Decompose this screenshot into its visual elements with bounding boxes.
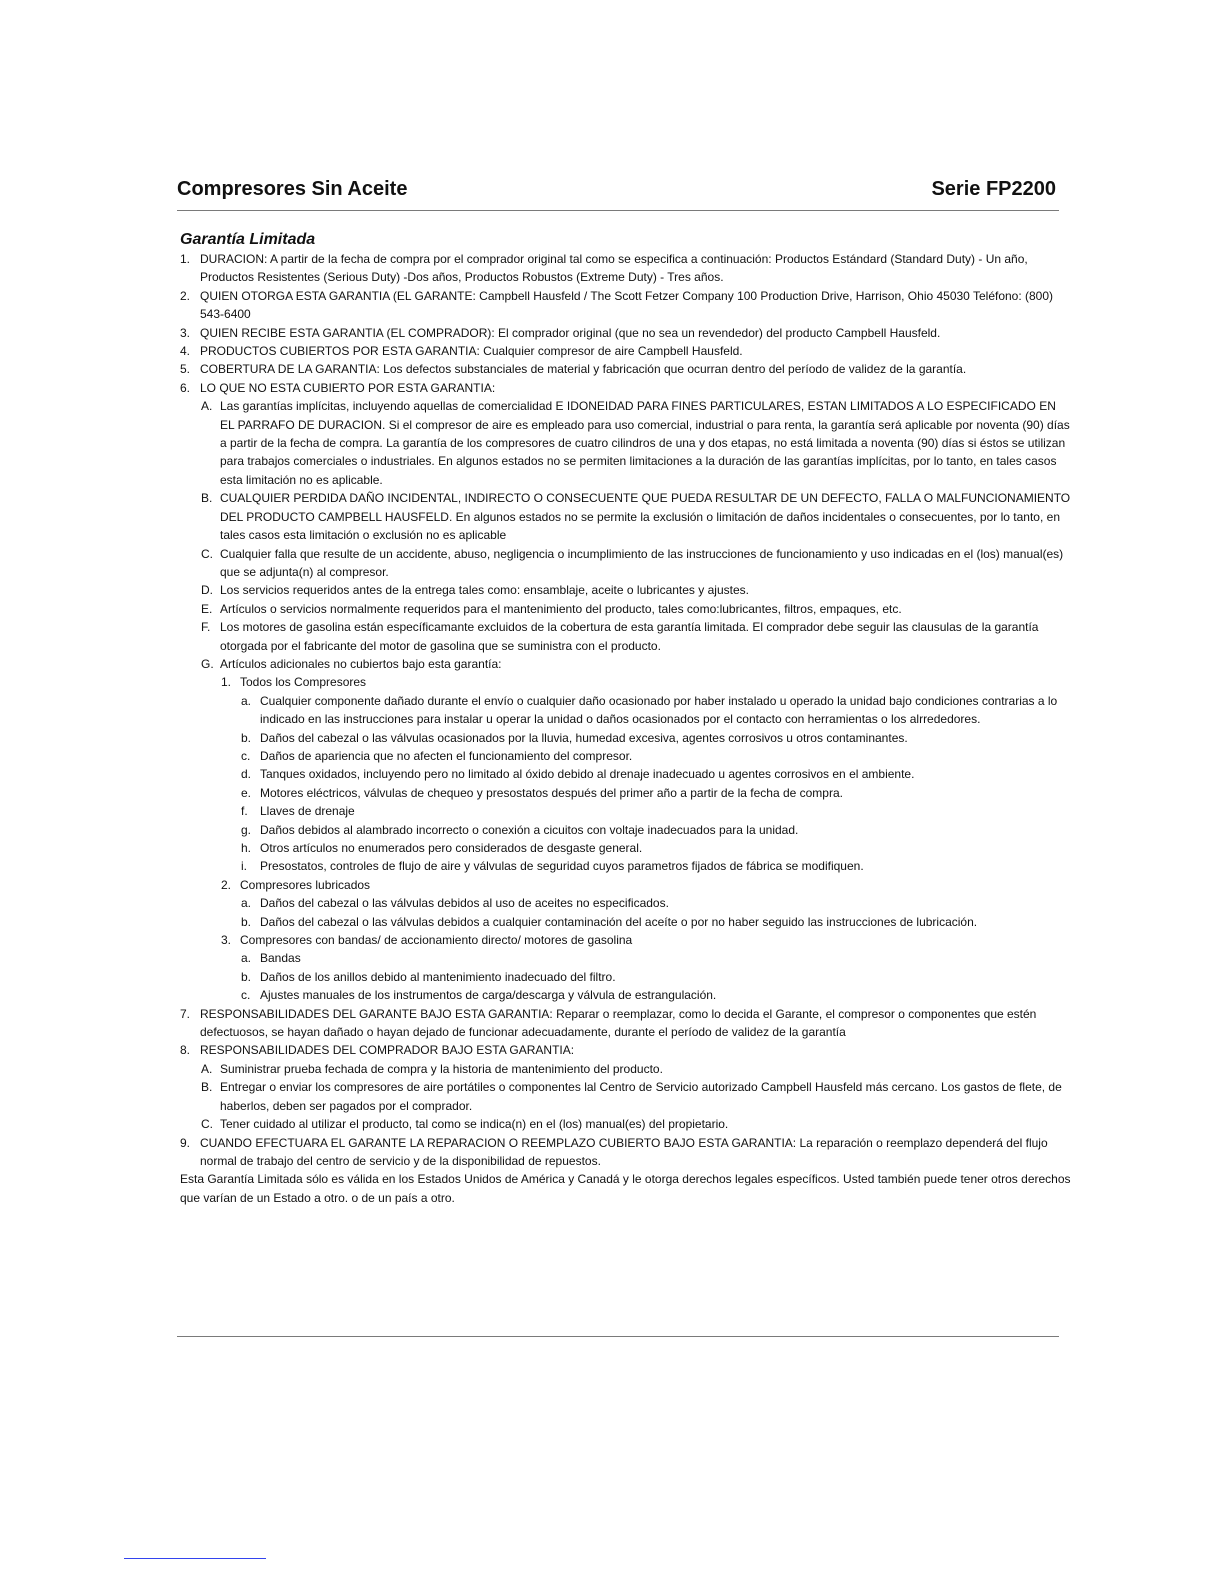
closing-paragraph: Esta Garantía Limitada sólo es válida en los Estados Unidos de América y Canadá y le otorga derechos legales específicos. Usted también puede tener otros derechos que varían de un Estado a otro. o de un país a otro. (180, 1172, 1071, 1205)
item-letter: C. (201, 1117, 213, 1132)
warranty-body (180, 250, 1072, 1207)
item-text: Ajustes manuales de los instrumentos de carga/descarga y válvula de estrangulación. (260, 988, 717, 1003)
item-text: DURACION: A partir de la fecha de compra por el comprador original tal como se especifica a continuación: Productos Estándard (Standard Duty) - Un año, Productos Resistentes (Serious Duty) -Dos años, Productos Robustos (Extreme Duty) - Tres años. (200, 252, 1028, 285)
item-letter: a. (241, 951, 252, 966)
warranty-item-3 (180, 324, 1072, 342)
item-text: Tener cuidado al utilizar el producto, tal como se indica(n) en el (los) manual(es) del propietario. (220, 1117, 729, 1132)
warranty-item-2 (180, 287, 1072, 324)
exclusion-g (180, 655, 1072, 673)
item-text: Los motores de gasolina están específicamante excluidos de la cobertura de esta garantía limitada. El comprador debe seguir las clausulas de la garantía otorgada por el fabricante del motor de gasolina que se suministra con el producto. (220, 620, 1039, 653)
item-letter: G. (201, 656, 214, 671)
exclusion-group-1-h (180, 839, 1072, 857)
item-letter: B. (201, 1080, 213, 1095)
buyer-responsibility-b (180, 1078, 1072, 1115)
corner-accent-line (124, 1558, 266, 1559)
item-letter: i. (241, 859, 247, 874)
item-text: Todos los Compresores (240, 675, 367, 690)
header-series-title: Serie FP2200 (931, 178, 1056, 200)
exclusion-group-3-c (180, 986, 1072, 1004)
exclusion-a (180, 397, 1072, 489)
item-text: Daños del cabezal o las válvulas debidos al uso de aceites no especificados. (260, 896, 669, 911)
item-text: RESPONSABILIDADES DEL COMPRADOR BAJO ESTA GARANTIA: (200, 1043, 575, 1058)
exclusion-group-2 (180, 876, 1072, 894)
item-text: Daños de los anillos debido al mantenimiento inadecuado del filtro. (260, 969, 616, 984)
header-product-title: Compresores Sin Aceite (177, 178, 408, 200)
buyer-responsibility-a (180, 1060, 1072, 1078)
item-text: Compresores con bandas/ de accionamiento directo/ motores de gasolina (240, 933, 633, 948)
item-letter: A. (201, 399, 213, 414)
item-letter: b. (241, 969, 252, 984)
item-number: 8. (180, 1043, 191, 1058)
footer-divider (177, 1336, 1059, 1337)
exclusion-group-1 (180, 673, 1072, 691)
item-text: Los servicios requeridos antes de la entrega tales como: ensamblaje, aceite o lubricantes y ajustes. (220, 583, 749, 598)
item-number: 3. (221, 933, 232, 948)
item-text: Daños debidos al alambrado incorrecto o conexión a cicuitos con voltaje inadecuados para la unidad. (260, 822, 799, 837)
item-text: Cualquier falla que resulte de un accidente, abuso, negligencia o incumplimiento de las instrucciones de funcionamiento y uso indicadas en el (los) manual(es) que se adjunta(n) al compresor. (220, 546, 1064, 579)
exclusion-e (180, 600, 1072, 618)
warranty-item-5 (180, 360, 1072, 378)
item-number: 9. (180, 1135, 191, 1150)
item-text: Daños del cabezal o las válvulas debidos a cualquier contaminación del aceíte o por no haber seguido las instrucciones de lubricación. (260, 914, 978, 929)
item-number: 5. (180, 362, 191, 377)
page-header (177, 176, 1059, 211)
exclusion-group-2-a (180, 894, 1072, 912)
item-text: Tanques oxidados, incluyendo pero no limitado al óxido debido al drenaje inadecuado u agentes corrosivos en el ambiente. (260, 767, 915, 782)
item-number: 3. (180, 325, 191, 340)
item-letter: b. (241, 914, 252, 929)
exclusion-group-1-b (180, 729, 1072, 747)
item-letter: e. (241, 785, 252, 800)
item-letter: a. (241, 896, 252, 911)
exclusion-group-1-i (180, 857, 1072, 875)
item-text: Entregar o enviar los compresores de aire portátiles o componentes lal Centro de Servicio autorizado Campbell Hausfeld más cercano. Los gastos de flete, de haberlos, deben ser pagados por el comprador. (220, 1080, 1062, 1113)
exclusion-f (180, 618, 1072, 655)
item-text: QUIEN OTORGA ESTA GARANTIA (EL GARANTE: Campbell Hausfeld / The Scott Fetzer Company 100 Production Drive, Harrison, Ohio 45030 Teléfono: (800) 543-6400 (200, 288, 1054, 322)
warranty-item-6 (180, 379, 1072, 397)
item-text: Compresores lubricados (240, 877, 371, 892)
item-text: Artículos adicionales no cubiertos bajo esta garantía: (220, 656, 502, 671)
exclusion-group-1-e (180, 784, 1072, 802)
exclusion-d (180, 581, 1072, 599)
item-text: Cualquier componente dañado durante el envío o cualquier daño ocasionado por haber instalado u operado la unidad bajo condiciones contrarias a lo indicado en las instrucciones para instalar u operar la unidad o daños ocasionados por el contacto con herramientas o los alrrededores. (260, 693, 1058, 727)
item-letter: D. (201, 583, 213, 598)
item-text: Suministrar prueba fechada de compra y la historia de mantenimiento del producto. (220, 1061, 663, 1076)
item-number: 1. (221, 675, 232, 690)
exclusion-group-3-b (180, 968, 1072, 986)
item-text: CUANDO EFECTUARA EL GARANTE LA REPARACION O REEMPLAZO CUBIERTO BAJO ESTA GARANTIA: La reparación o reemplazo dependerá del flujo normal de trabajo del centro de servicio y de la disponibilidad de repuestos. (200, 1135, 1048, 1168)
item-text: Motores eléctricos, válvulas de chequeo y presostatos después del primer año a partir de la fecha de compra. (260, 785, 843, 800)
item-letter: b. (241, 730, 252, 745)
item-text: LO QUE NO ESTA CUBIERTO POR ESTA GARANTIA: (200, 380, 496, 395)
item-text: Bandas (260, 951, 301, 966)
warranty-item-4 (180, 342, 1072, 360)
item-letter: E. (201, 601, 213, 616)
exclusion-group-3-a (180, 949, 1072, 967)
buyer-responsibility-c (180, 1115, 1072, 1133)
item-letter: B. (201, 491, 213, 506)
warranty-item-8 (180, 1041, 1072, 1059)
exclusion-group-2-b (180, 913, 1072, 931)
exclusion-group-1-a (180, 692, 1072, 729)
item-text: RESPONSABILIDADES DEL GARANTE BAJO ESTA GARANTIA: Reparar o reemplazar, como lo decida el Garante, el compresor o componentes que estén defectuosos, se hayan dañado o hayan dejado de funcionar adecuadamente, durante el período de validez de la garantía (200, 1006, 1037, 1040)
item-number: 7. (180, 1006, 191, 1021)
exclusion-b (180, 489, 1072, 544)
exclusion-group-1-c (180, 747, 1072, 765)
exclusion-group-1-f (180, 802, 1072, 820)
warranty-item-1 (180, 250, 1072, 287)
item-text: Llaves de drenaje (260, 804, 355, 819)
item-text: Daños del cabezal o las válvulas ocasionados por la lluvia, humedad excesiva, agentes corrosivos u otros contaminantes. (260, 730, 908, 745)
exclusion-group-1-g (180, 821, 1072, 839)
item-letter: F. (201, 620, 211, 635)
item-letter: c. (241, 988, 251, 1003)
item-letter: d. (241, 767, 252, 782)
exclusion-group-1-d (180, 765, 1072, 783)
item-number: 4. (180, 344, 191, 359)
item-number: 1. (180, 252, 191, 266)
item-text: Daños de apariencia que no afecten el funcionamiento del compresor. (260, 748, 633, 763)
item-letter: A. (201, 1061, 213, 1076)
item-number: 2. (221, 877, 232, 892)
item-letter: C. (201, 546, 213, 561)
item-letter: g. (241, 822, 252, 837)
item-number: 6. (180, 380, 191, 395)
item-letter: h. (241, 841, 252, 855)
item-text: Presostatos, controles de flujo de aire y válvulas de seguridad cuyos parametros fijados de fábrica se modifiquen. (260, 859, 864, 874)
warranty-item-7 (180, 1005, 1072, 1042)
item-text: CUALQUIER PERDIDA DAÑO INCIDENTAL, INDIRECTO O CONSECUENTE QUE PUEDA RESULTAR DE UN DEFECTO, FALLA O MALFUNCIONAMIENTO DEL PRODUCTO CAMPBELL HAUSFELD. En algunos estados no se permite la exclusión o limitación de daños incidentales o consecuentes, por lo tanto, en tales casos esta limitación o exclusión no es aplicable (220, 491, 1071, 543)
item-text: Otros artículos no enumerados pero considerados de desgaste general. (260, 841, 643, 855)
exclusion-c (180, 545, 1072, 582)
exclusion-group-3 (180, 931, 1072, 949)
item-text: COBERTURA DE LA GARANTIA: Los defectos substanciales de material y fabricación que ocurran dentro del período de validez de la garantía. (200, 362, 967, 377)
section-title: Garantía Limitada (180, 231, 316, 248)
item-text: PRODUCTOS CUBIERTOS POR ESTA GARANTIA: Cualquier compresor de aire Campbell Hausfeld. (200, 344, 743, 359)
item-text: Artículos o servicios normalmente requeridos para el mantenimiento del producto, tales como:lubricantes, filtros, empaques, etc. (220, 601, 902, 616)
item-letter: c. (241, 748, 251, 763)
item-number: 2. (180, 288, 191, 303)
item-letter: f. (241, 804, 248, 819)
item-text: Las garantías implícitas, incluyendo aquellas de comercialidad E IDONEIDAD PARA FINES PARTICULARES, ESTAN LIMITADOS A LO ESPECIFICADO EN EL PARRAFO DE DURACION. Si el compresor de aire es empleado para uso comercial, industrial o para renta, la garantía será aplicable por noventa (90) días a partir de la fecha de compra. La garantía de los compresores de cuatro cilindros de una y dos etapas, no está limitada a noventa (90) días si éstos se utilizan para trabajos comerciales o industriales. En algunos estados no se permiten limitaciones a la duración de las garantías implícitas, por lo tanto, en tales casos esta limitación no es aplicable. (220, 399, 1070, 487)
item-text: QUIEN RECIBE ESTA GARANTIA (EL COMPRADOR): El comprador original (que no sea un revendedor) del producto Campbell Hausfeld. (200, 325, 941, 340)
item-letter: a. (241, 693, 252, 708)
warranty-item-9 (180, 1134, 1072, 1171)
